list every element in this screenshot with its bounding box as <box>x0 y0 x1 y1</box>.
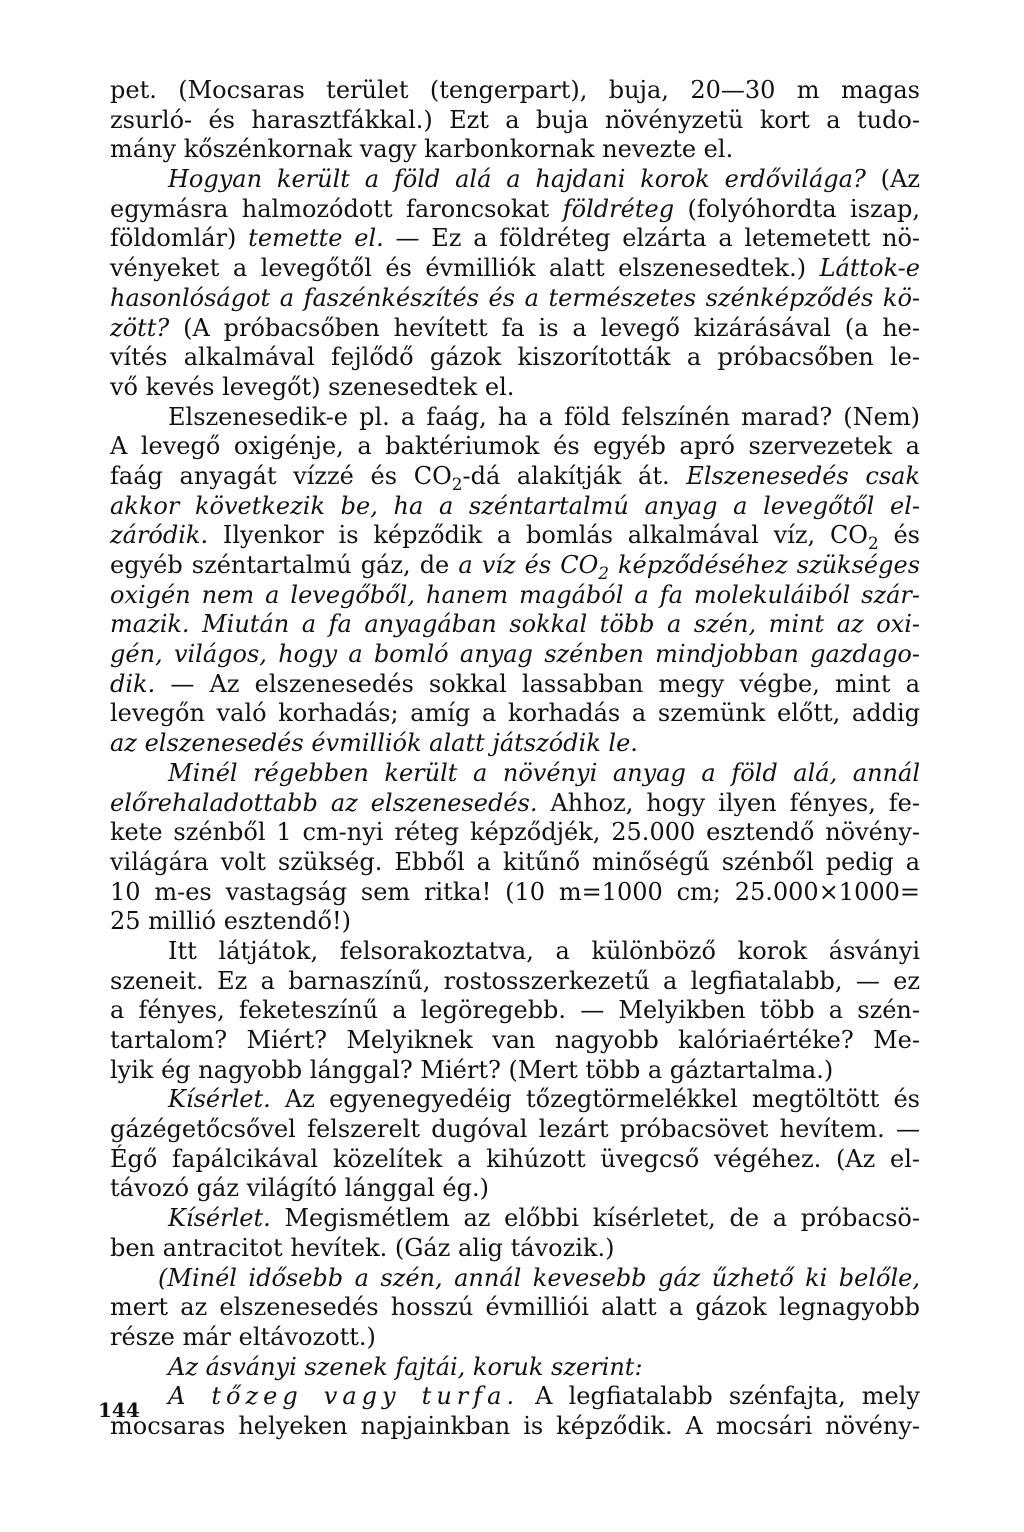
text-line: (Minél idősebb a szén, annál kevesebb gáz űzhető ki belőle, <box>158 1263 920 1292</box>
text-line: 25 millió esztendő!) <box>110 907 351 936</box>
text-line: mocsaras helyeken napjainkban is képződik. A mocsári növény- <box>110 1411 920 1440</box>
text-line: Itt látjátok, felsorakoztatva, a különböző korok ásványi <box>168 936 920 965</box>
text-line: akkor következik be, ha a széntartalmú anyag a levegőtől el- <box>110 491 920 520</box>
text-line: része már eltávozott.) <box>110 1322 376 1351</box>
text-line: földomlár) temette el. — Ez a földréteg elzárta a letemetett nö- <box>110 224 921 253</box>
text-line: mány kőszénkornak vagy karbonkornak nevezte el. <box>110 135 734 164</box>
text-line: zött? (A próbacsőben hevített fa is a levegő kizárásával (a he- <box>110 313 920 342</box>
text-line: világára volt szükség. Ebből a kitűnő minőségű szénből pedig a <box>110 847 920 876</box>
text-line: A tőzeg vagy turfa. A legfiatalabb szénfajta, mely <box>168 1382 920 1411</box>
text-line: faág anyagát vízzé és $CO_2-dá$ alakítják át. Elszenesedés csak <box>110 461 920 494</box>
text-line: záródik. Ilyenkor is képződik a bomlás alkalmával víz, $CO_2$ és <box>110 521 920 554</box>
text-line: zsurló- és harasztfákkal.) Ezt a buja növényzetü kort a tudo- <box>110 105 920 134</box>
text-line: tartalom? Miért? Melyiknek van nagyobb kalóriaértéke? Me- <box>110 1026 920 1054</box>
text-line: a fényes, feketeszínű a legöregebb. — Melyikben több a szén- <box>110 996 920 1025</box>
text-line: Égő fapálcikával közelítek a kihúzott üvegcső végéhez. (Az el- <box>110 1144 920 1173</box>
text-line: gén, világos, hogy a bomló anyag szénben mindjobban gazdago- <box>110 640 920 669</box>
text-line: egymásra halmozódott faroncsokat földréteg (folyóhordta iszap, <box>110 194 920 223</box>
text-line: vítés alkalmával fejlődő gázok kiszorították a próbacsőben le- <box>110 343 920 372</box>
text-line: kete szénből 1 cm-nyi réteg képződjék, 25.000 esztendő növény- <box>110 818 920 847</box>
body-text <box>110 76 920 1442</box>
text-line: gázégetőcsővel felszerelt dugóval lezárt próbacsövet hevítem. — <box>110 1115 920 1144</box>
text-line: Kísérlet. Az egyenegyedéig tőzegtörmelékkel megtöltött és <box>168 1085 920 1114</box>
text-line: levegőn való korhadás; amíg a korhadás a szemünk előtt, addig <box>110 699 920 728</box>
text-line: hasonlóságot a faszénkészítés és a természetes szénképződés kö- <box>110 283 920 312</box>
text-line: Elszenesedik-e pl. a faág, ha a föld felszínén marad? (Nem) <box>168 402 920 431</box>
text-line: lyik ég nagyobb lánggal? Miért? (Mert több a gáztartalma.) <box>110 1055 834 1084</box>
text-line: oxigén nem a levegőből, hanem magából a fa molekuláiból szár- <box>110 580 920 609</box>
text-line: az elszenesedés évmilliók alatt játszódik le. <box>110 729 638 758</box>
text-line: Hogyan került a föld alá a hajdani korok erdővilága? (Az <box>168 165 920 194</box>
text-line: Minél régebben került a növényi anyag a föld alá, annál <box>168 758 920 787</box>
text-line: 10 m-es vastagság sem ritka! (10 m=1000 cm; 25.000×1000= <box>110 877 920 906</box>
text-line: dik. — Az elszenesedés sokkal lassabban megy végbe, mint a <box>110 669 920 698</box>
text-line: mert az elszenesedés hosszú évmilliói alatt a gázok legnagyobb <box>110 1293 920 1322</box>
text-line: pet. (Mocsaras terület (tengerpart), buja, 20—30 m magas <box>110 76 920 104</box>
text-line: szeneit. Ez a barnaszínű, rostosszerkezetű a legfiatalabb, — ez <box>110 966 920 995</box>
section-heading: Az ásványi szenek fajtái, koruk szerint: <box>168 1352 643 1381</box>
text-line: ben antracitot hevítek. (Gáz alig távozik.) <box>110 1233 615 1262</box>
text-line: vő kevés levegőt) szenesedtek el. <box>110 372 515 401</box>
text-line: távozó gáz világító lánggal ég.) <box>110 1174 489 1203</box>
text-line: előrehaladottabb az elszenesedés. Ahhoz, hogy ilyen fényes, fe- <box>110 788 920 817</box>
text-line: mazik. Miután a fa anyagában sokkal több a szén, mint az oxi- <box>110 610 920 639</box>
text-line: Kísérlet. Megismétlem az előbbi kísérletet, de a próbacsö- <box>168 1204 920 1233</box>
text-line: egyéb széntartalmú gáz, de a víz és $CO_2$ képződéséhez szükséges <box>110 551 921 583</box>
text-line: vényeket a levegőtől és évmilliók alatt elszenesedtek.) Láttok-e <box>110 254 920 283</box>
text-line: A levegő oxigénje, a baktériumok és egyéb apró szervezetek a <box>110 432 920 461</box>
page-number: 144 <box>98 1398 140 1422</box>
